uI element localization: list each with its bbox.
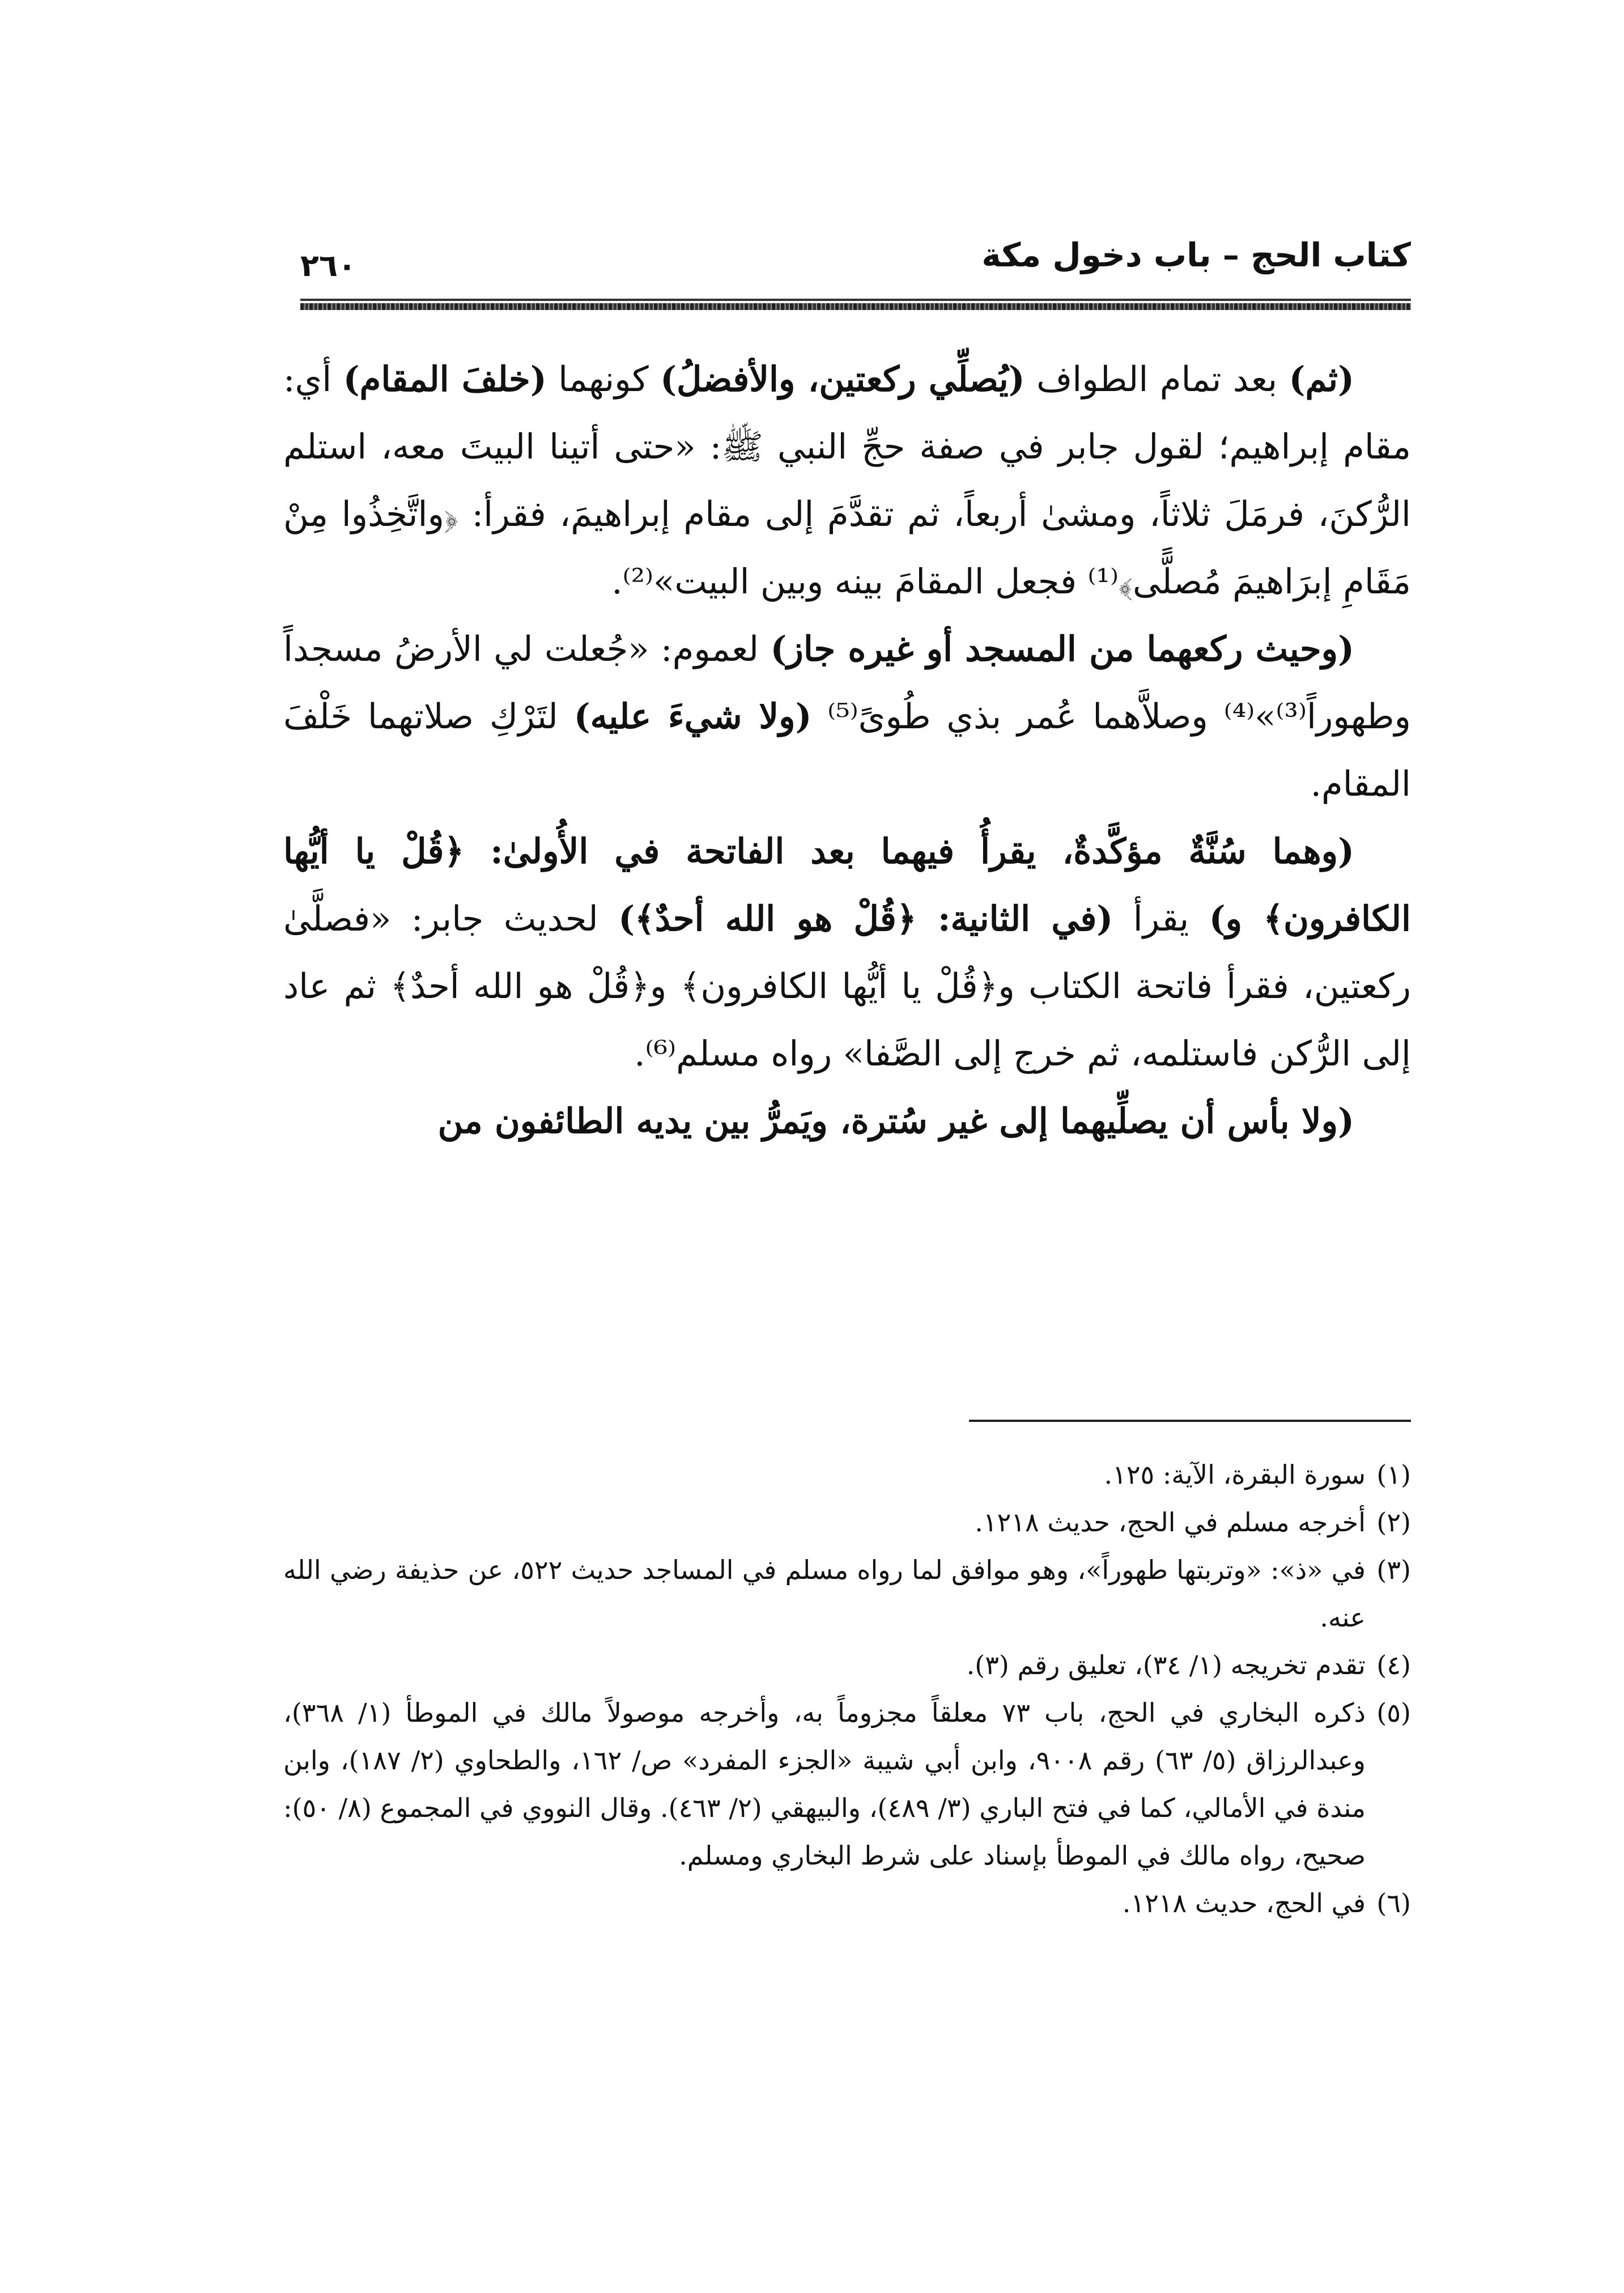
footnote-number: (١) bbox=[1376, 1459, 1411, 1490]
footnote bbox=[283, 1546, 1411, 1641]
matn-text: (ولا بأس أن يصلِّيهما إلى غير سُترة، ويَمرُّ بين يديه الطائفون من bbox=[437, 1101, 1354, 1141]
footnote-text: تقدم تخريجه (١/ ٣٤)، تعليق رقم (٣). bbox=[966, 1650, 1366, 1680]
matn-text: (ثم) bbox=[1289, 359, 1354, 400]
sharh-text: لتَرْكِ صلاتهما خَلْفَ المقام. bbox=[283, 697, 1411, 804]
paragraph bbox=[283, 1088, 1411, 1155]
paragraph bbox=[283, 818, 1411, 1088]
footnote bbox=[283, 1689, 1411, 1879]
footnote bbox=[283, 1451, 1411, 1498]
sharh-text: أي: مقام إبراهيم؛ لقول جابر في صفة حجِّ النبي ﷺ: «حتى أتينا البيتَ معه، استلم الرُّكنَ، فرمَلَ ثلاثاً، ومشىٰ أربعاً، ثم تقدَّمَ إلى مقام إبراهيمَ، فقرأ: ﴿واتَّخِذُوا مِنْ مَقَامِ إبرَاهيمَ مُصلًّى﴾⁽¹⁾ فجعل المقامَ بينه وبين البيت»⁽²⁾. bbox=[283, 359, 1411, 602]
footnote-text: أخرجه مسلم في الحج، حديث ١٢١٨. bbox=[975, 1507, 1366, 1538]
footnote-text: في الحج، حديث ١٢١٨. bbox=[1122, 1888, 1366, 1918]
paragraph bbox=[283, 346, 1411, 615]
footnote-number: (٤) bbox=[1376, 1650, 1411, 1680]
main-text bbox=[283, 346, 1411, 1155]
footnote bbox=[283, 1879, 1411, 1927]
footnote bbox=[283, 1498, 1411, 1546]
sharh-text: كونهما bbox=[546, 359, 661, 400]
page-header bbox=[300, 232, 1411, 295]
header-rule-top bbox=[300, 299, 1411, 301]
footnote-number: (٢) bbox=[1376, 1507, 1411, 1538]
footnote-number: (٣) bbox=[1376, 1555, 1411, 1585]
footnote-number: (٦) bbox=[1376, 1888, 1411, 1918]
matn-text: (ولا شيءَ عليه) bbox=[573, 697, 812, 737]
matn-text: (في الثانية: ﴿قُلْ هو الله أحدٌ﴾) bbox=[618, 899, 1113, 939]
sharh-text: بعد تمام الطواف bbox=[1024, 359, 1289, 400]
footnote-separator bbox=[969, 1420, 1411, 1422]
footnote-text: ذكره البخاري في الحج، باب ٧٣ معلقاً مجزوماً به، وأخرجه موصولاً مالك في الموطأ (١/ ٣٦٨)، وعبدالرزاق (٥/ ٦٣) رقم ٩٠٠٨، وابن أبي شيبة «الجزء المفرد» ص/ ١٦٢، والطحاوي (٢/ ١٨٧)، وابن مندة في الأمالي، كما في فتح الباري (٣/ ٤٨٩)، والبيهقي (٢/ ٤٦٣). وقال النووي في المجموع (٨/ ٥٠): صحيح، رواه مالك في الموطأ بإسناد على شرط البخاري ومسلم. bbox=[283, 1697, 1366, 1871]
matn-text: (يُصلِّي ركعتين، والأفضلُ) bbox=[660, 359, 1025, 400]
matn-text: (وحيث ركعهما من المسجد أو غيره جاز) bbox=[770, 629, 1355, 669]
matn-text: (وهما سُنَّةٌ مؤكَّدةٌ، يقرأُ فيهما بعد الفاتحة في الأُولىٰ: ﴿قُلْ يا أيُّها الكافرون﴾ و) bbox=[283, 831, 1411, 939]
footnote-text: سورة البقرة، الآية: ١٢٥. bbox=[1104, 1459, 1366, 1490]
matn-text: (خلفَ المقام) bbox=[343, 359, 547, 400]
footnote bbox=[283, 1641, 1411, 1689]
page-number: ٢٦٠ bbox=[300, 248, 356, 283]
sharh-text: لعموم: «جُعلت لي الأرضُ مسجداً وطهوراً⁽³⁾»⁽⁴⁾ وصلاَّهما عُمر بذي طُوىً⁽⁵⁾ bbox=[283, 629, 1411, 737]
header-rule bbox=[300, 303, 1411, 310]
sharh-text: لحديث جابر: «فصلَّىٰ ركعتين، فقرأ فاتحة الكتاب و﴿قُلْ يا أيُّها الكافرون﴾ و﴿قُلْ هو الله أحدٌ﴾ ثم عاد إلى الرُّكن فاستلمه، ثم خرج إلى الصَّفا» رواه مسلم⁽⁶⁾. bbox=[283, 899, 1411, 1074]
footnote-number: (٥) bbox=[1376, 1697, 1411, 1728]
footnote-text: في «ذ»: «وتربتها طهوراً»، وهو موافق لما رواه مسلم في المساجد حديث ٥٢٢، عن حذيفة رضي الله عنه. bbox=[283, 1555, 1366, 1633]
footnotes bbox=[283, 1451, 1411, 1927]
running-title: كتاب الحج – باب دخول مكة bbox=[981, 236, 1411, 274]
sharh-text: يقرأ bbox=[1113, 899, 1209, 939]
paragraph bbox=[283, 615, 1411, 818]
